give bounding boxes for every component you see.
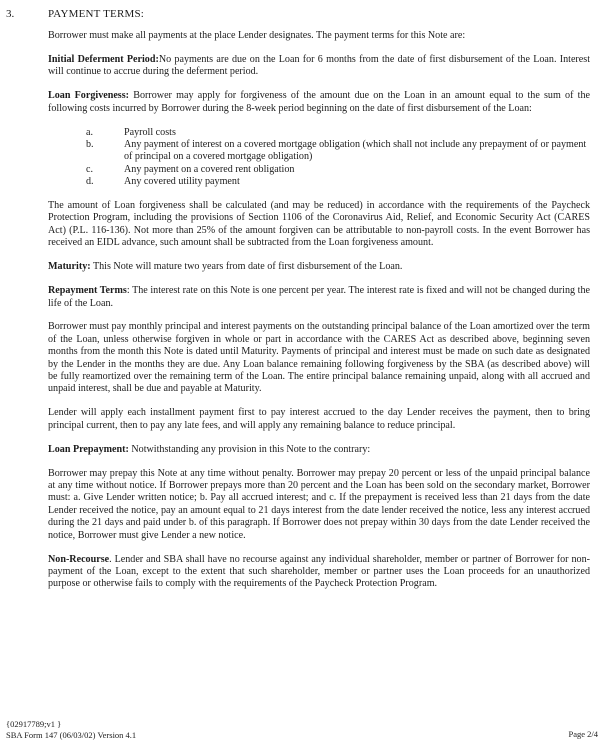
loan-forgiveness-heading: Loan Forgiveness: — [48, 90, 130, 102]
loan-prepayment-heading: Loan Prepayment: — [48, 443, 129, 455]
non-recourse-paragraph — [48, 554, 590, 591]
section-title: PAYMENT TERMS: — [48, 8, 145, 20]
payment-application-paragraph: Lender will apply each installment payment first to pay interest accrued to the day Lender receives the payment, then to bring principal current, then to pay any late fees, and will apply any remaining balance to reduce principal. — [48, 407, 590, 431]
prepayment-detail-paragraph: Borrower may prepay this Note at any time without penalty. Borrower may prepay 20 percent or less of the unpaid principal balance at any time without notice. If Borrower prepays more than 20 percent and the Loan has been sold on the secondary market, Borrower must: a. Give Lender written notice; b. Pay all accrued interest; and c. If the prepayment is received less than 21 days from the date Lender received the notice, pay an amount equal to 21 days interest from the date lender received the notice, less any interest accrued during the 21 days and paid under b. of this paragraph. If Borrower does not prepay within 30 days from the date Lender received the notice, Borrower must give Lender a new notice. — [48, 467, 590, 541]
intro-paragraph: Borrower must make all payments at the place Lender designates. The payment terms for this Note are: — [48, 30, 466, 41]
maturity-heading: Maturity: — [48, 261, 91, 273]
list-item — [48, 164, 590, 176]
maturity-paragraph — [48, 261, 590, 273]
loan-forgiveness-paragraph — [48, 90, 590, 115]
loan-forgiveness-text: Borrower may apply for forgiveness of the amount due on the Loan in an amount equal to the sum of the following costs incurred by Borrower during the 8-week period beginning on the date of first disbursement of the Loan: — [48, 90, 590, 114]
list-item-letter: b. — [86, 138, 94, 150]
footer-doc-id: {02917789;v1 } — [6, 719, 62, 729]
list-item — [48, 176, 590, 188]
repayment-terms-paragraph — [48, 285, 590, 310]
list-item-text: Payroll costs — [124, 126, 176, 138]
initial-deferment-heading: Initial Deferment Period: — [48, 53, 159, 65]
list-item-letter: d. — [86, 176, 94, 188]
maturity-text: This Note will mature two years from date of first disbursement of the Loan. — [90, 261, 403, 273]
list-item-text: Any payment on a covered rent obligation — [124, 163, 295, 175]
loan-prepayment-paragraph — [48, 444, 590, 456]
repayment-terms-text: : The interest rate on this Note is one percent per year. The interest rate is fixed and will not be changed during the life of the Loan. — [48, 285, 590, 309]
footer-form-info — [6, 719, 136, 740]
section-number: 3. — [6, 8, 15, 20]
forgiveness-amount-paragraph: The amount of Loan forgiveness shall be calculated (and may be reduced) in accordance with the requirements of the Paycheck Protection Program, including the provisions of Section 1106 of the Coronavirus Aid, Relief, and Economic Security Act (CARES Act) (P.L. 116-136). Not more than 25% of the amount forgiven can be attributable to non-payroll costs. In the event Borrower has received an EIDL advance, such amount shall be subtracted from the Loan forgiveness amount. — [48, 200, 590, 249]
non-recourse-heading: Non-Recourse — [48, 553, 110, 565]
list-item — [48, 127, 590, 139]
footer-form-version: SBA Form 147 (06/03/02) Version 4.1 — [6, 729, 137, 740]
list-item — [48, 139, 590, 164]
forgiveness-cost-list — [48, 127, 590, 189]
repayment-terms-heading: Repayment Terms — [48, 285, 127, 297]
non-recourse-text: . Lender and SBA shall have no recourse against any individual shareholder, member or partner of Borrower for non-payment of the Loan, except to the extent that such shareholder, member or partner uses the Loan proceeds for an unauthorized purpose or otherwise fails to comply with the requirements of the Paycheck Protection Program. — [48, 553, 590, 590]
footer-page-number: Page 2/4 — [568, 729, 598, 739]
list-item-letter: a. — [86, 126, 94, 138]
loan-prepayment-text: Notwithstanding any provision in this Note to the contrary: — [128, 443, 371, 455]
list-item-text: Any payment of interest on a covered mortgage obligation (which shall not include any prepayment of or payment of principal on a covered mortgage obligation) — [124, 138, 587, 163]
initial-deferment-text: No payments are due on the Loan for 6 months from the date of first disbursement of the Loan. Interest will continue to accrue during the deferment period. — [48, 53, 590, 78]
list-item-text: Any covered utility payment — [124, 176, 240, 188]
monthly-payments-paragraph: Borrower must pay monthly principal and interest payments on the outstanding principal balance of the Loan amortized over the term of the Loan, unless otherwise forgiven in whole or part in accordance with the CARES Act as described above, beginning seven months from the month this Note is dated until Maturity. Payments of principal and interest must be made on such date as designated by the Lender in the months they are due. Any Loan balance remaining following forgiveness by the SBA (as described above) will be fully reamortized over the remaining term of the Loan. The entire principal balance remaining unpaid, along with all accrued and unpaid interest, shall be due and payable at Maturity. — [48, 321, 590, 395]
list-item-letter: c. — [86, 163, 94, 175]
section-body — [48, 30, 590, 602]
initial-deferment-paragraph — [48, 54, 590, 79]
